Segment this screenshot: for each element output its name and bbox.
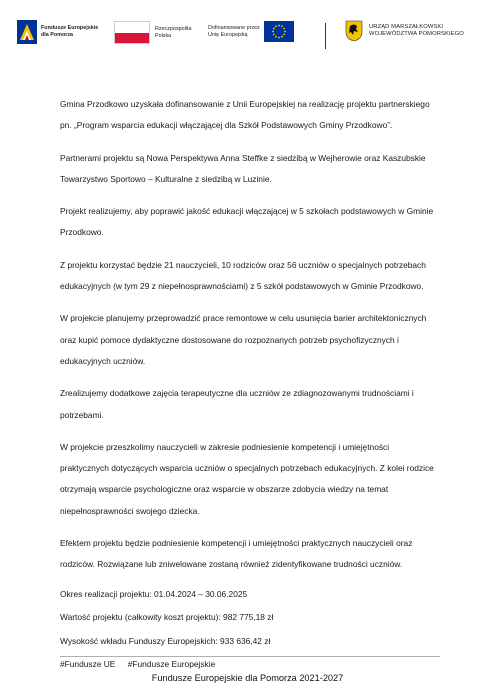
eu-flag-icon (264, 21, 294, 42)
paragraph-funding: Gmina Przodkowo uzyskała dofinansowanie z Unii Europejskiej na realizację projektu partnerskiego pn. „Program wsparcia edukacji włączającej dla Szkół Podstawowych Gminy Przodkowo”. (60, 99, 430, 131)
project-value: Wartość projektu (całkowity koszt projektu): 982 775,18 zł (60, 612, 274, 623)
rp-logo-text (155, 26, 192, 39)
project-period: Okres realizacji projektu: 01.04.2024 – 30.06.2025 (60, 588, 248, 599)
fe-logo-line-1: Fundusze Europejskie (41, 25, 99, 32)
eu-contribution: Wysokość wkładu Funduszy Europejskich: 933 636,42 zł (60, 635, 271, 646)
rp-logo-line-1: Rzeczpospolita (155, 25, 192, 32)
paragraph-training: W projekcie przeszkolimy nauczycieli w zakresie podniesienie kompetencji i umiejętności praktycznych dotyczących wsparcia uczniów o specjalnych potrzebach edukacyjnych. Z kolei rodzice otrzymają wsparcie psychologiczne oraz wsparcie w obszarze zdobycia wiedzy na temat niepełnosprawności swojego dziecka. (60, 441, 434, 516)
eu-logo-line-1: Dofinansowane przez (208, 24, 260, 31)
pomorskie-griffin-icon (345, 20, 363, 42)
paragraph-partners: Partnerami projektu są Nowa Perspektywa Anna Steffke z siedzibą w Wejherowie oraz Kaszubskie Towarzystwo Sportowo – Kulturalne z siedzibą w Luzinie. (60, 152, 426, 184)
polish-flag-icon (114, 21, 150, 44)
footer-divider (60, 656, 440, 657)
logo-divider (325, 23, 326, 49)
paragraph-participants: Z projektu korzystać będzie 21 nauczycieli, 10 rodziców oraz 56 uczniów o specjalnych potrzebach edukacyjnych (w tym 29 z niepełnosprawnościami) z 5 szkół podstawowych w Gminie Przodkowo. (60, 259, 426, 292)
eu-logo-line-2: Unię Europejską (208, 31, 248, 38)
logo-bar (0, 18, 495, 58)
fundusze-europejskie-logo (17, 20, 98, 44)
hashtag-fundusze-ue: #Fundusze UE (60, 659, 116, 670)
document-body (60, 94, 440, 681)
rp-logo-line-2: Polska (155, 32, 172, 39)
um-logo-line-1: URZĄD MARSZAŁKOWSKI (369, 24, 444, 30)
um-logo-line-2: WOJEWÓDZTWA POMORSKIEGO (369, 31, 464, 37)
eu-logo (208, 21, 294, 42)
fe-logo-line-2: dla Pomorza (41, 32, 74, 38)
hashtags (60, 657, 440, 671)
eu-logo-text (208, 25, 260, 38)
fe-emblem-icon (17, 20, 37, 44)
footer-text: Fundusze Europejskie dla Pomorza 2021-2027 (151, 673, 344, 683)
urzad-marszalkowski-logo (345, 20, 464, 42)
paragraph-renovation: W projekcie planujemy przeprowadzić prace remontowe w celu usunięcia barier architektonicznych oraz kupić pomoce dydaktyczne dostosowane do rozpoznanych potrzeb psychofizycznych i edukacyjnych uczniów. (60, 313, 427, 366)
fe-logo-text (41, 25, 98, 38)
paragraph-therapy: Zrealizujemy dodatkowe zajęcia terapeutyczne dla uczniów ze zdiagnozowanymi trudnościami i potrzebami. (60, 388, 414, 420)
paragraph-goal: Projekt realizujemy, aby poprawić jakość edukacji włączającej w 5 szkołach podstawowych w Gminie Przodkowo. (60, 206, 434, 238)
hashtag-fundusze-europejskie: #Fundusze Europejskie (127, 659, 216, 670)
paragraph-effect: Efektem projektu będzie podniesienie kompetencji i umiejętności praktycznych nauczycieli oraz rodziców. Rozwiązane lub zniwelowane zostaną również zidentyfikowane trudności uczniów. (60, 538, 413, 570)
rzeczpospolita-logo (114, 21, 192, 44)
um-logo-text (369, 24, 464, 38)
